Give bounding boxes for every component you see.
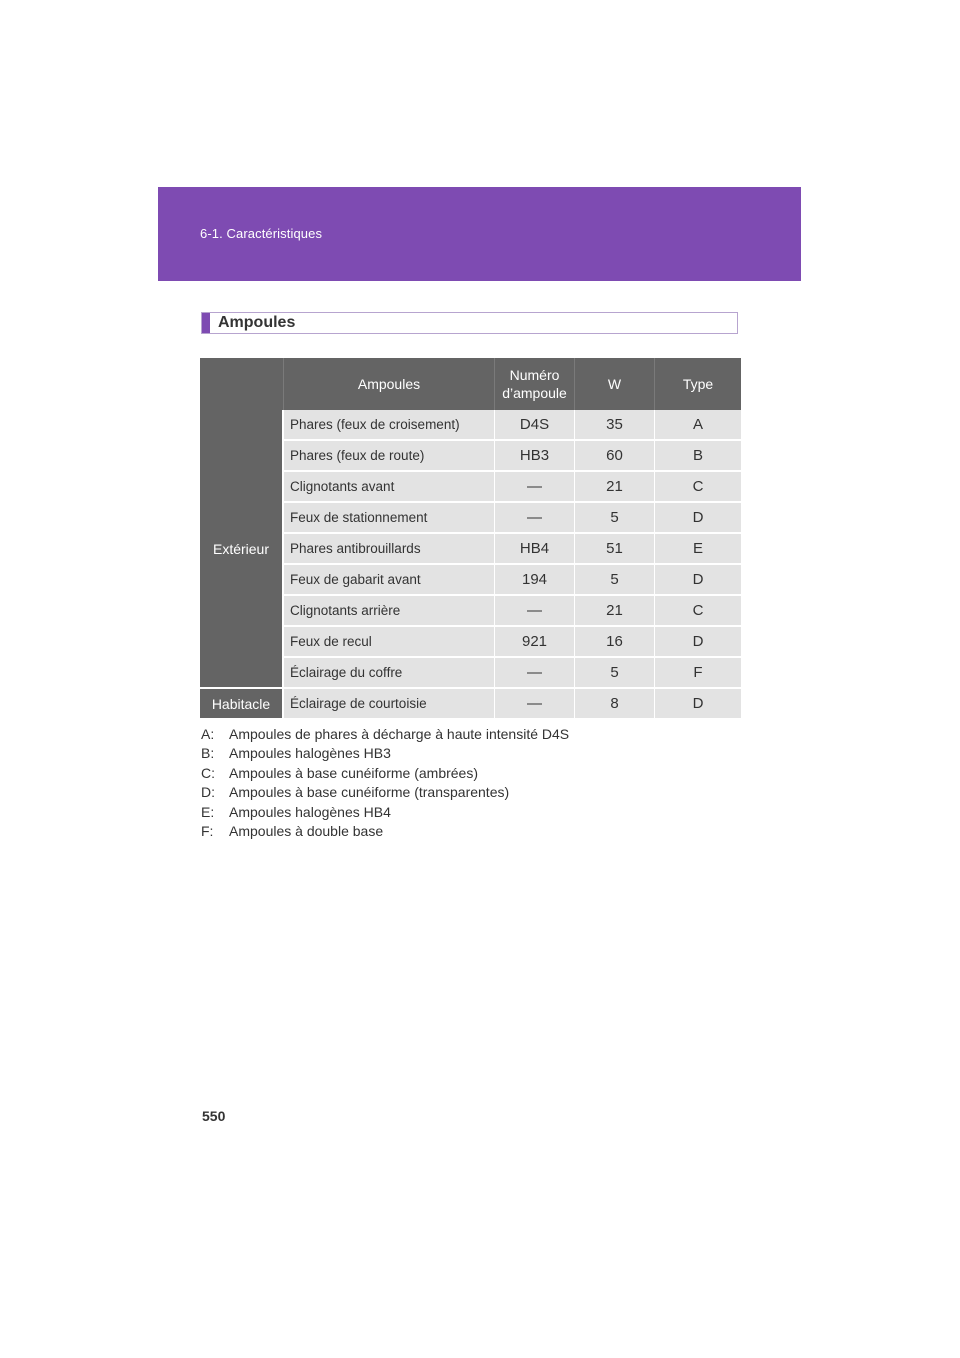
header-bulbs: Ampoules <box>284 358 495 410</box>
legend-key: B: <box>201 745 215 762</box>
header-type: Type <box>655 358 741 410</box>
bulb-name: Feux de gabarit avant <box>284 565 495 596</box>
legend-item <box>201 803 569 822</box>
legend-text: Ampoules à base cunéiforme (transparentes) <box>229 784 510 801</box>
group-label: Extérieur <box>200 410 284 689</box>
group-label: Habitacle <box>200 689 284 720</box>
bulb-name: Éclairage du coffre <box>284 658 495 689</box>
bulb-type: B <box>655 441 741 472</box>
type-legend <box>201 725 569 841</box>
bulb-number: D4S <box>495 410 575 441</box>
bulb-name: Phares (feux de croisement) <box>284 410 495 441</box>
page-number: 550 <box>202 1108 226 1124</box>
bulb-watts: 16 <box>575 627 655 658</box>
table-header-row <box>200 358 741 410</box>
legend-key: F: <box>201 823 214 840</box>
header-band <box>158 187 801 281</box>
section-title: Ampoules <box>218 314 296 331</box>
legend-text: Ampoules à double base <box>229 823 384 840</box>
bulb-watts: 51 <box>575 534 655 565</box>
bulb-number: — <box>495 658 575 689</box>
bulb-watts: 5 <box>575 503 655 534</box>
bulbs-table <box>200 358 741 720</box>
table-row <box>200 689 741 720</box>
legend-key: D: <box>201 784 215 801</box>
legend-text: Ampoules halogènes HB4 <box>229 803 391 820</box>
header-group <box>200 358 284 410</box>
title-accent-bar <box>202 313 210 333</box>
bulb-name: Clignotants arrière <box>284 596 495 627</box>
bulb-name: Phares antibrouillards <box>284 534 495 565</box>
bulb-name: Feux de stationnement <box>284 503 495 534</box>
bulb-number: — <box>495 472 575 503</box>
bulb-watts: 5 <box>575 565 655 596</box>
bulb-number: 194 <box>495 565 575 596</box>
bulb-number: 921 <box>495 627 575 658</box>
legend-key: A: <box>201 726 215 742</box>
section-label: 6-1. Caractéristiques <box>200 226 323 241</box>
bulb-type: D <box>655 689 741 720</box>
bulb-number: — <box>495 596 575 627</box>
bulb-watts: 21 <box>575 596 655 627</box>
bulb-type: C <box>655 472 741 503</box>
legend-item <box>201 783 569 802</box>
bulb-type: D <box>655 565 741 596</box>
legend-text: Ampoules de phares à décharge à haute intensité D4S <box>229 726 570 742</box>
bulb-watts: 8 <box>575 689 655 720</box>
legend-text: Ampoules à base cunéiforme (ambrées) <box>229 764 479 781</box>
bulb-number: HB4 <box>495 534 575 565</box>
table-row <box>200 410 741 441</box>
bulb-type: F <box>655 658 741 689</box>
bulb-type: A <box>655 410 741 441</box>
header-watts: W <box>575 358 655 410</box>
bulb-type: D <box>655 627 741 658</box>
bulb-name: Clignotants avant <box>284 472 495 503</box>
bulb-type: D <box>655 503 741 534</box>
header-number: Numéro d’ampoule <box>495 358 575 410</box>
bulb-number: — <box>495 689 575 720</box>
bulb-watts: 21 <box>575 472 655 503</box>
bulb-name: Feux de recul <box>284 627 495 658</box>
legend-item <box>201 764 569 783</box>
bulb-number: HB3 <box>495 441 575 472</box>
legend-item <box>201 822 569 841</box>
bulb-watts: 5 <box>575 658 655 689</box>
bulb-number: — <box>495 503 575 534</box>
legend-item <box>201 725 569 744</box>
bulb-type: E <box>655 534 741 565</box>
bulb-type: C <box>655 596 741 627</box>
legend-key: E: <box>201 803 215 820</box>
legend-text: Ampoules halogènes HB3 <box>229 745 391 762</box>
bulb-watts: 35 <box>575 410 655 441</box>
bulb-watts: 60 <box>575 441 655 472</box>
legend-key: C: <box>201 764 215 781</box>
legend-item <box>201 744 569 763</box>
section-title-box <box>201 312 738 334</box>
bulb-name: Phares (feux de route) <box>284 441 495 472</box>
bulb-name: Éclairage de courtoisie <box>284 689 495 720</box>
table-body <box>200 410 741 720</box>
